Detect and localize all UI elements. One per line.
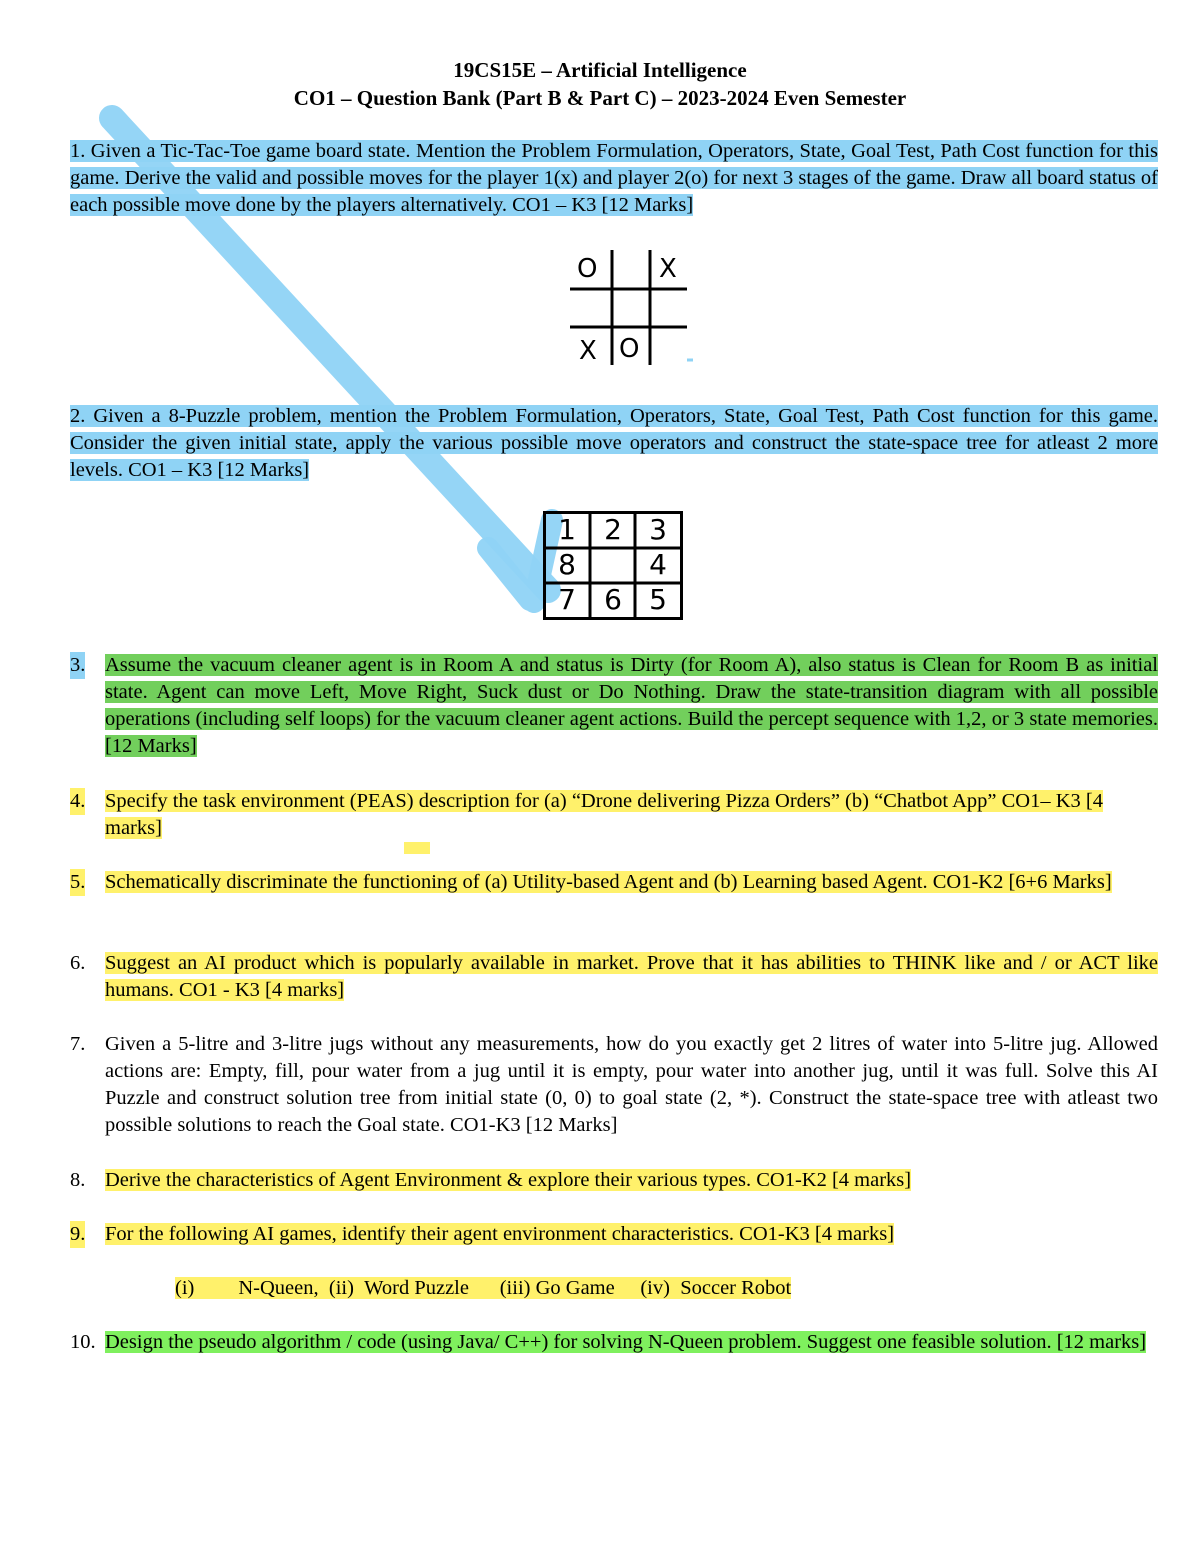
puzzle-cell-8: 6 [604, 583, 622, 616]
question-9-number: 9. [70, 1221, 85, 1248]
question-2 [70, 403, 1158, 484]
question-3-text: Assume the vacuum cleaner agent is in Room A and status is Dirty (for Room A), also status is Clean for Room B as initial state. Agent can move Left, Move Right, Suck dust or Do Nothing. Draw the state-transition diagram with all possible operations (including self loops) for the vacuum cleaner agent actions. Build the percept sequence with 1,2, or 3 state memories. [12 Marks] [105, 654, 1158, 757]
question-2-text: 2. Given a 8-Puzzle problem, mention the Problem Formulation, Operators, State, Goal Test, Path Cost function for this game. Consider the given initial state, apply the various possible move operators and construct the state-space tree for atleast 2 more levels. CO1 – K3 [12 Marks] [70, 405, 1158, 481]
puzzle-cell-3: 3 [649, 513, 667, 546]
puzzle-cell-7: 7 [558, 583, 576, 616]
puzzle-cell-6: 4 [649, 548, 667, 581]
game-item-1: N-Queen, [202, 1277, 318, 1299]
puzzle-cell-2: 2 [604, 513, 622, 546]
ttt-cell-7: X [579, 336, 597, 366]
question-4-number: 4. [70, 788, 85, 815]
game-item-3: (iii) Go Game [499, 1277, 615, 1299]
question-7-number: 7. [70, 1033, 86, 1055]
question-4-text: Specify the task environment (PEAS) description for (a) “Drone delivering Pizza Orders” (b) “Chatbot App” CO1– K3 [4 marks] [105, 790, 1103, 839]
question-10-text: Design the pseudo algorithm / code (using Java/ C++) for solving N-Queen problem. Suggest one feasible solution. [12 marks] [105, 1331, 1147, 1353]
tic-tac-toe-board [565, 250, 695, 370]
question-10-number: 10. [70, 1331, 96, 1353]
highlight-mark [404, 842, 430, 854]
question-8-number: 8. [70, 1169, 86, 1191]
puzzle-cell-4: 8 [558, 548, 576, 581]
game-item-2-label: (ii) [328, 1277, 354, 1299]
ttt-cell-3: X [659, 254, 677, 284]
question-5-number: 5. [70, 869, 85, 896]
question-5-text: Schematically discriminate the functioning of (a) Utility-based Agent and (b) Learning based Agent. CO1-K2 [6+6 Marks] [105, 871, 1112, 893]
ttt-cell-1: O [577, 254, 598, 284]
game-item-4-label: (iv) [640, 1277, 670, 1299]
game-item-1-label: (i) [175, 1277, 202, 1299]
game-item-4: Soccer Robot [680, 1277, 792, 1299]
puzzle-cell-9: 5 [649, 583, 667, 616]
eight-puzzle-board [543, 511, 683, 623]
ttt-cell-8: O [619, 334, 640, 364]
puzzle-cell-1: 1 [558, 513, 576, 546]
document-subtitle: CO1 – Question Bank (Part B & Part C) – 2023-2024 Even Semester [293, 86, 907, 110]
question-1-text: 1. Given a Tic-Tac-Toe game board state. Mention the Problem Formulation, Operators, State, Goal Test, Path Cost function for this game. Derive the valid and possible moves for the player 1(x) and player 2(o) for next 3 stages of the game. Draw all board status of each possible move done by the players alternatively. CO1 – K3 [12 Marks] [70, 140, 1158, 216]
question-8-text: Derive the characteristics of Agent Environment & explore their various types. CO1-K2 [4 marks] [105, 1169, 912, 1191]
question-6-number: 6. [70, 952, 86, 974]
question-9-text: For the following AI games, identify their agent environment characteristics. CO1-K3 [4 marks] [105, 1223, 895, 1245]
game-item-2: Word Puzzle [364, 1277, 469, 1299]
question-3-number: 3. [70, 652, 85, 679]
question-1 [70, 138, 1158, 219]
question-7-text: Given a 5-litre and 3-litre jugs without any measurements, how do you exactly get 2 litres of water into 5-litre jug. Allowed actions are: Empty, fill, pour water from a jug until it is empty, pour water into another jug, until it was full. Solve this AI Puzzle and construct solution tree from initial state (0, 0) to goal state (2, *). Construct the state-space tree with atleast two possible solutions to reach the Goal state. CO1-K3 [12 Marks] [105, 1033, 1158, 1136]
question-6-text: Suggest an AI product which is popularly available in market. Prove that it has abilities to THINK like and / or ACT like humans. CO1 - K3 [4 marks] [105, 952, 1158, 1001]
document-title: 19CS15E – Artificial Intelligence [453, 58, 747, 82]
question-9-games-list [175, 1275, 791, 1302]
